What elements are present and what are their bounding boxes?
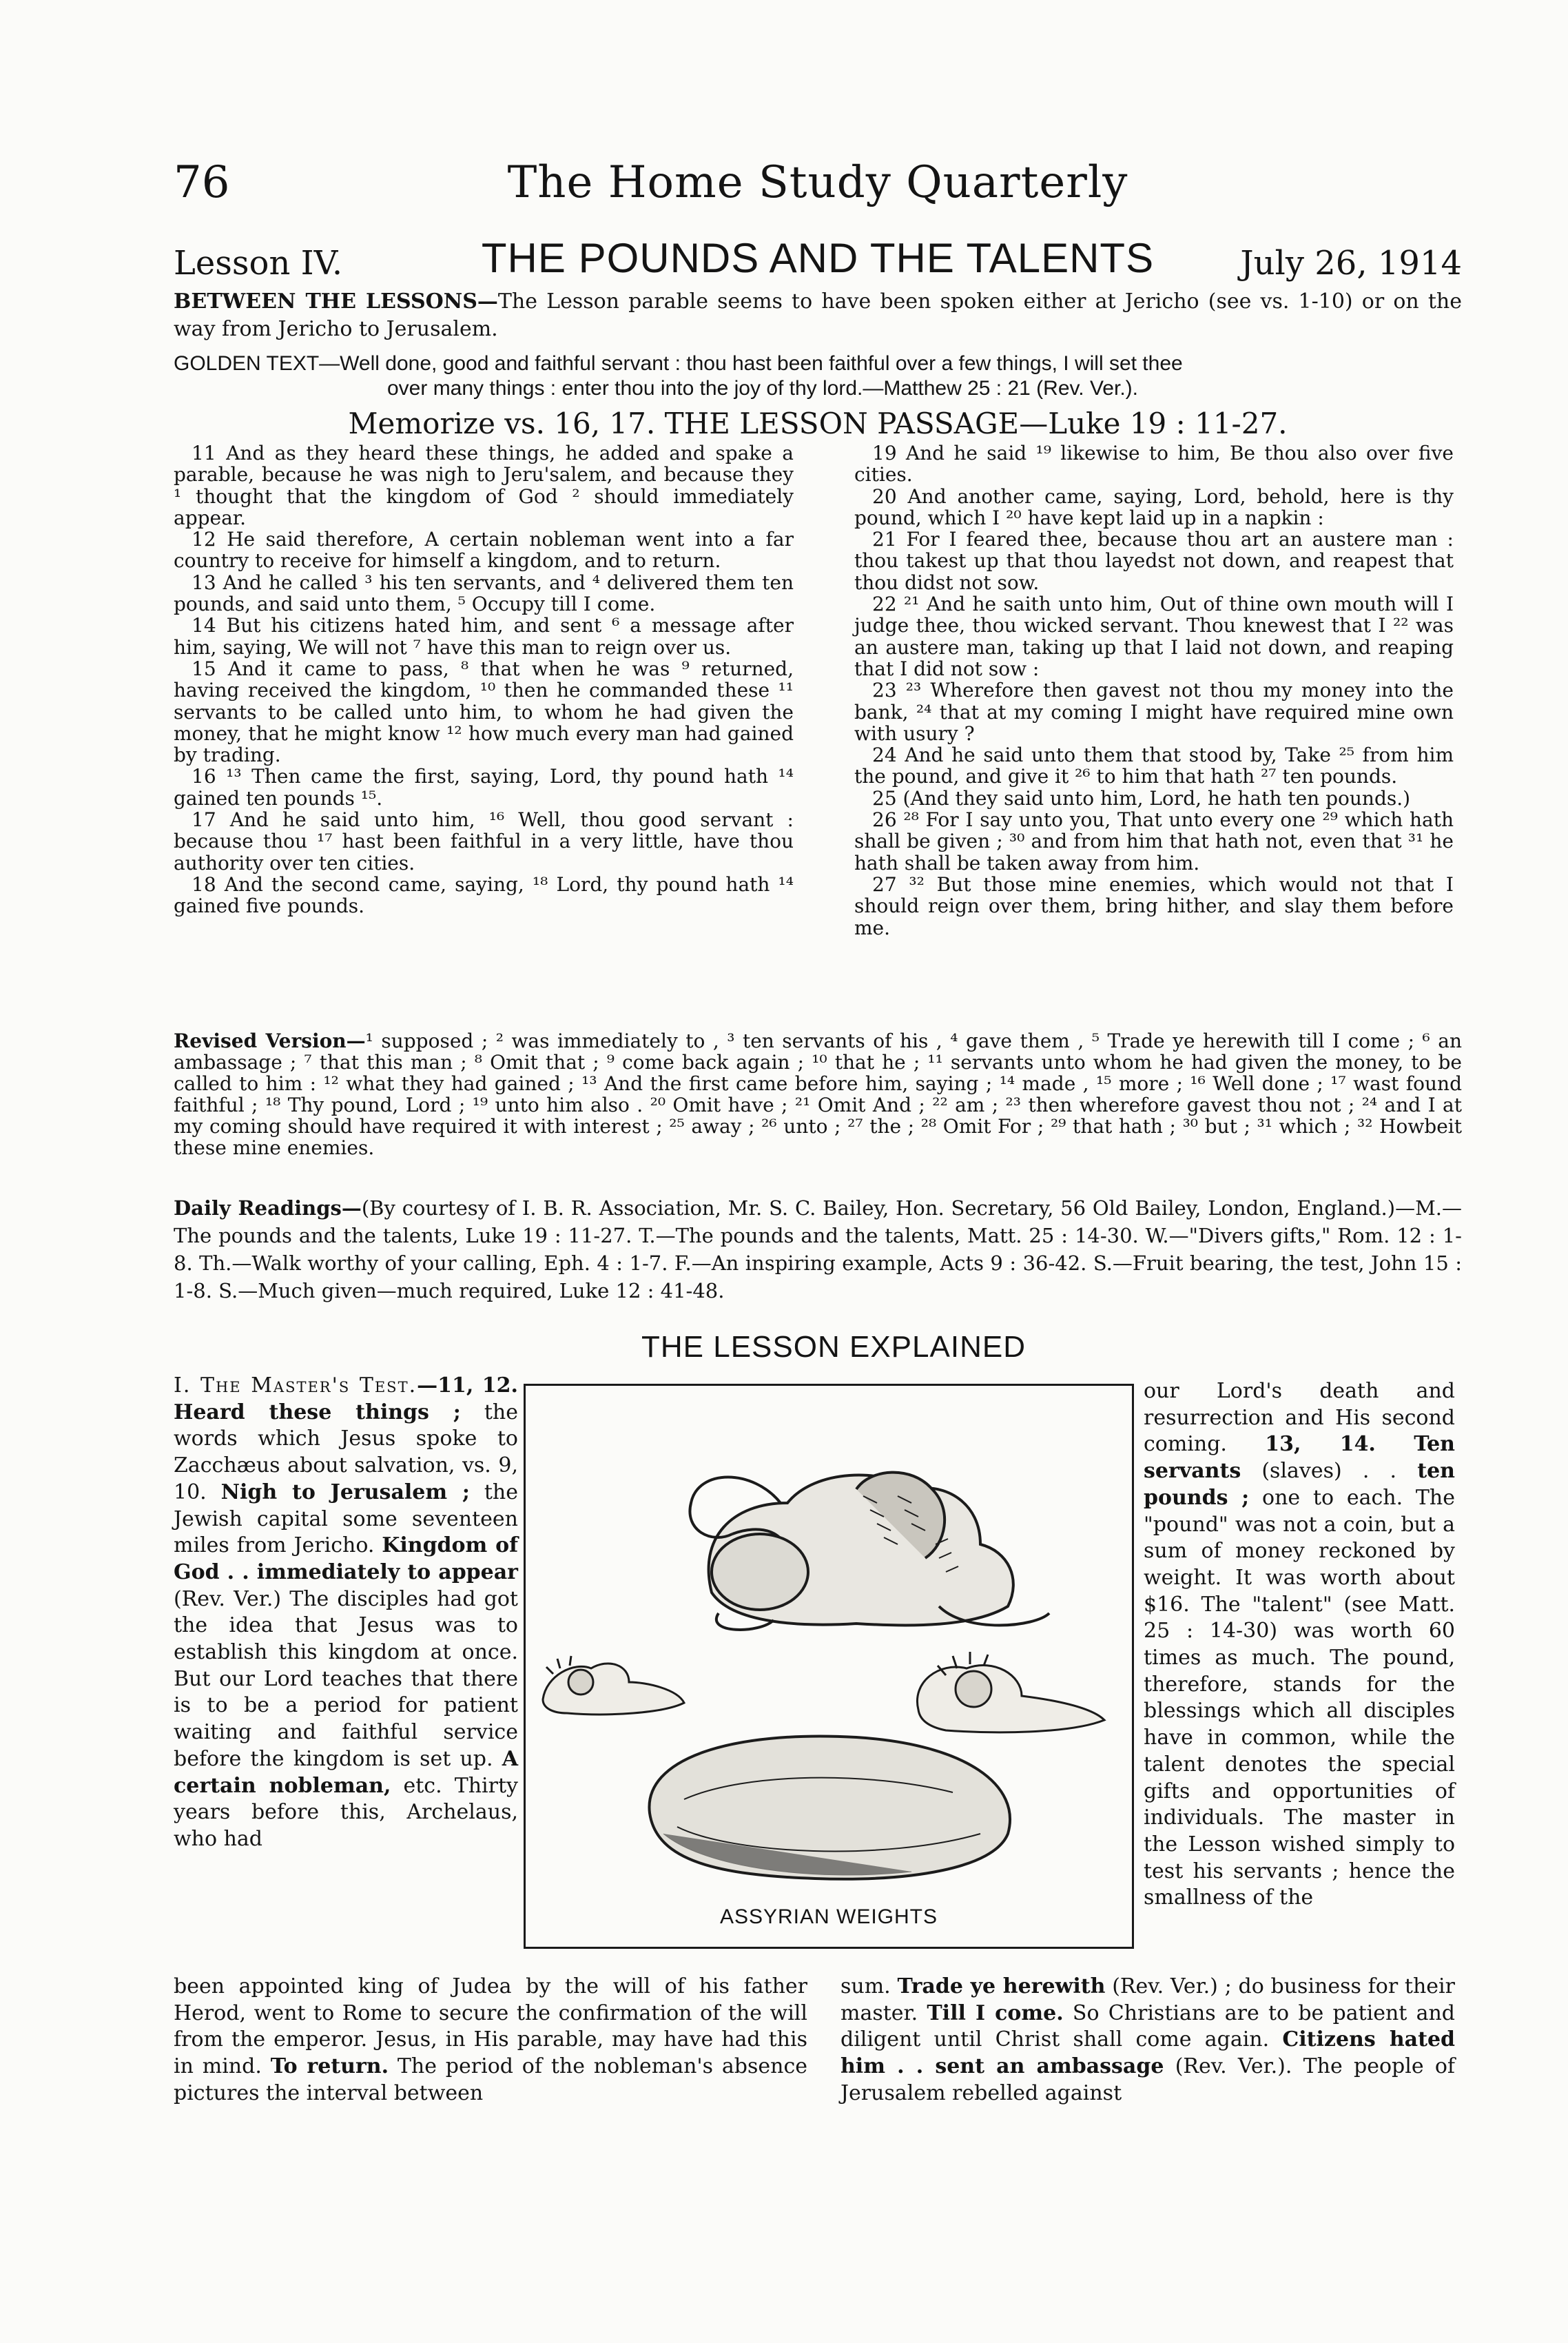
page-header (174, 157, 1462, 212)
revised-version-notes (174, 1030, 1462, 1158)
revised-label: Revised Version— (174, 1030, 366, 1052)
term: Till I come. (927, 2001, 1064, 2025)
verse: 13 And he called ³ his ten servants, and ⁴ delivered them ten pounds, and said unto them, ⁵ Occupy till I come. (174, 571, 794, 616)
section-ref: —11, 12. (417, 1373, 518, 1398)
between-the-lessons (174, 288, 1462, 343)
term: To return. (270, 2054, 389, 2079)
section-title: THE LESSON EXPLAINED (641, 1330, 1026, 1364)
term: Heard these things ; (174, 1400, 461, 1424)
section-heading: I. The Master's Test. (174, 1373, 417, 1398)
explanation-right-column: our Lord's death and resurrection and His second coming. 13, 14. Ten servants (slaves) . . ten pounds ; one to each. The "pound" was not a coin, but a sum of money reckoned by weight. It was worth about $16. The "talent" (see Matt. 25 : 14-30) was worth 60 times as much. The pound, therefore, stands for the blessings which all disciples have in common, while the talent denotes the special gifts and opportunities of individuals. The master in the Lesson wished simply to test his servants ; hence the smallness of the (1144, 1379, 1455, 1910)
illustration-caption: ASSYRIAN WEIGHTS (719, 1905, 938, 1928)
daily-label: Daily Readings— (174, 1196, 362, 1220)
golden-text (174, 351, 1462, 401)
verse: 22 ²¹ And he saith unto him, Out of thine own mouth will I judge thee, thou wicked servant. Thou knewest that I ²² was an austere man, taking up that I laid not down, and reaping that I did not sow : (854, 593, 1454, 680)
verse: 17 And he said unto him, ¹⁶ Well, thou good servant : because thou ¹⁷ hast been faithful in a very little, have thou authority over ten cities. (174, 808, 794, 874)
large-lion-weight (690, 1473, 1049, 1630)
explanation-bottom-left: been appointed king of Judea by the will of his father Herod, went to Rome to secure the confirmation of the will from the emperor. Jesus, in His parable, may have had this in mind. To return. The period of the nobleman's absence pictures the interval between (174, 1974, 808, 2105)
verse: 12 He said therefore, A certain nobleman went into a far country to receive for himself a kingdom, and to return. (174, 528, 794, 573)
verse: 11 And as they heard these things, he added and spake a parable, because he was nigh to Jeru'salem, and because they ¹ thought that the kingdom of God ² should immediately appear. (174, 442, 794, 529)
assyrian-weights-illustration (524, 1384, 1134, 1949)
assyrian-weights-image (526, 1386, 1132, 1947)
verse: 27 ³² But those mine enemies, which would not that I should reign over them, bring hither, and slay them before me. (854, 872, 1454, 939)
term: ten pounds ; (1144, 1459, 1455, 1510)
daily-text: (By courtesy of I. B. R. Association, Mr. S. C. Bailey, Hon. Secretary, 56 Old Bailey, London, England.)—M.—The pounds and the talents, Luke 19 : 11-27. T.—The pounds and the talents, Matt. 25 : 14-30. W.—"Divers gifts," Rom. 12 : 1-8. Th.—Walk worthy of your calling, Eph. 4 : 1-7. F.—An inspiring example, Acts 9 : 36-42. S.—Fruit bearing, the test, John 15 : 1-8. S.—Much given—much required, Luke 12 : 41-48. (174, 1196, 1463, 1302)
explanation-left-column: I. The Master's Test.—11, 12. Heard these things ; the words which Jesus spoke to Zacchæus about salvation, vs. 9, 10. Nigh to Jerusalem ; the Jewish capital some seventeen miles from Jericho. Kingdom of God . . immediately to appear (Rev. Ver.) The disciples had got the idea that Jesus was to establish this kingdom at once. But our Lord teaches that there is to be a period for patient waiting and faithful service before the kingdom is set up. A certain nobleman, etc. Thirty years before this, Archelaus, who had (174, 1373, 518, 1851)
passage-left-column (174, 442, 794, 917)
revised-text: ¹ supposed ; ² was immediately to , ³ ten servants of his , ⁴ gave them , ⁵ Trade ye herewith till I come ; ⁶ an ambassage ; ⁷ that this man ; ⁸ Omit that ; ⁹ come back again ; ¹⁰ that he ; ¹¹ servants unto whom he had given the money, to be called to him : ¹² what they had gained ; ¹³ And the first came before him, saying ; ¹⁴ made , ¹⁵ more ; ¹⁶ Well done ; ¹⁷ wast found faithful ; ¹⁸ Thy pound, Lord ; ¹⁹ unto him also . ²⁰ Omit have ; ²¹ Omit And ; ²² am ; ²³ then wherefore gavest thou not ; ²⁴ and I at my coming should have required it with interest ; ²⁵ away ; ²⁶ unto ; ²⁷ the ; ²⁸ Omit For ; ²⁹ that hath ; ³⁰ but ; ³¹ which ; ³² Howbeit these mine enemies. (174, 1030, 1462, 1159)
section-ref: 13, 14. (1265, 1432, 1376, 1457)
explanation-bottom-right: sum. Trade ye herewith (Rev. Ver.) ; do business for their master. Till I come. So Christians are to be patient and diligent until Christ shall come again. Citizens hated him . . sent an ambassage (Rev. Ver.). The people of Jerusalem rebelled against (840, 1974, 1456, 2105)
between-text: The Lesson parable seems to have been spoken either at Jericho (see vs. 1-10) or on the way from Jericho to Jerusalem. (174, 289, 1462, 341)
verse: 18 And the second came, saying, ¹⁸ Lord, thy pound hath ¹⁴ gained five pounds. (174, 872, 794, 918)
duck-stone-weight (649, 1736, 1010, 1879)
lesson-date: July 26, 1914 (1240, 244, 1462, 283)
page-number: 76 (174, 157, 230, 208)
small-lion-weight-left (543, 1656, 684, 1715)
verse: 24 And he said unto them that stood by, Take ²⁵ from him the pound, and give it ²⁶ to him that hath ²⁷ ten pounds. (854, 744, 1454, 788)
term: Kingdom of God . . immediately to appear (174, 1533, 518, 1584)
verse: 20 And another came, saying, Lord, behold, here is thy pound, which I ²⁰ have kept laid up in a napkin : (854, 484, 1454, 529)
term: Citizens hated him . . sent an ambassage (840, 2027, 1456, 2079)
verse: 23 ²³ Wherefore then gavest not thou my money into the bank, ²⁴ that at my coming I might have required mine own with usury ? (854, 679, 1454, 745)
term: Trade ye herewith (897, 1974, 1106, 1998)
lesson-number: Lesson IV. (174, 244, 343, 283)
verse: 25 (And they said unto him, Lord, he hath ten pounds.) (872, 786, 1411, 810)
daily-readings (174, 1194, 1462, 1304)
journal-title: The Home Study Quarterly (507, 157, 1128, 208)
lesson-heading (174, 234, 1462, 283)
verse: 14 But his citizens hated him, and sent ⁶ a message after him, saying, We will not ⁷ have this man to reign over us. (174, 614, 794, 659)
passage-right-column (854, 442, 1454, 939)
between-label: BETWEEN THE LESSONS— (174, 289, 498, 314)
verse: 15 And it came to pass, ⁸ that when he was ⁹ returned, having received the kingdom, ¹⁰ then he commanded these ¹¹ servants to be called unto him, to whom he had given the money, that he might know ¹² how much every man had gained by trading. (174, 657, 794, 767)
lesson-title: THE POUNDS AND THE TALENTS (481, 235, 1155, 281)
term: Ten servants (1144, 1432, 1455, 1484)
term: Nigh to Jerusalem ; (220, 1480, 470, 1504)
verse: 16 ¹³ Then came the first, saying, Lord, thy pound hath ¹⁴ gained ten pounds ¹⁵. (174, 765, 794, 810)
golden-text-line-2: over many things : enter thou into the joy of thy lord.—Matthew 25 : 21 (Rev. Ver.). (387, 377, 1138, 400)
verse: 19 And he said ¹⁹ likewise to him, Be thou also over five cities. (854, 442, 1454, 487)
verse: 26 ²⁸ For I say unto you, That unto every one ²⁹ which hath shall be given ; ³⁰ and from him that hath not, even that ³¹ he hath shall be taken away from him. (854, 808, 1454, 874)
verse: 21 For I feared thee, because thou art an austere man : thou takest up that thou layedst not down, and reapest that thou didst not sow. (854, 528, 1454, 594)
golden-text-line-1: GOLDEN TEXT—Well done, good and faithful servant : thou hast been faithful over a few things, I will set thee (174, 352, 1183, 375)
small-lion-weight-right (917, 1652, 1104, 1732)
passage-heading: Memorize vs. 16, 17. THE LESSON PASSAGE—Luke 19 : 11-27. (348, 407, 1288, 440)
term: A certain nobleman, (174, 1746, 518, 1798)
